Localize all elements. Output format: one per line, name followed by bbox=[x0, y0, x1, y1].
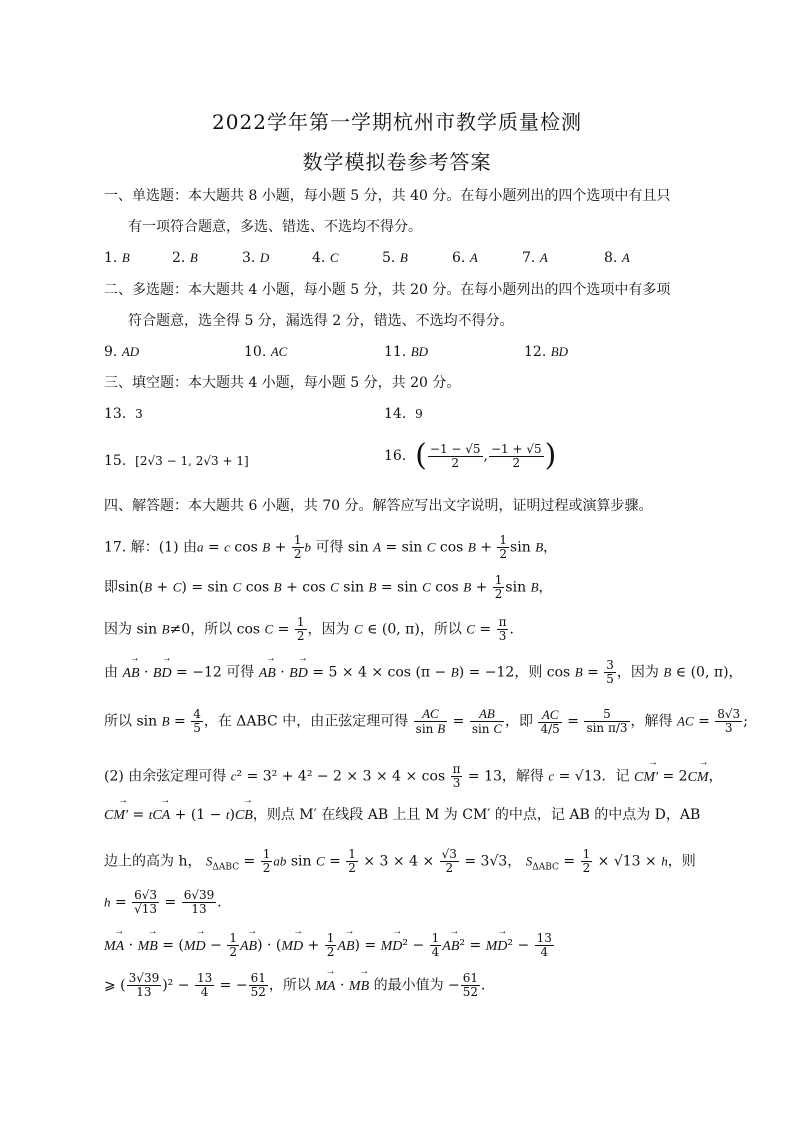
answer-value: AC bbox=[270, 344, 288, 359]
answer-item bbox=[384, 343, 428, 361]
answer-value: B bbox=[121, 250, 130, 265]
answer-item: 16. ( $\frac{-1 - √5}{2}$ , $\frac{-1 + √5}{2}$ ) bbox=[384, 438, 557, 473]
answer-item bbox=[242, 249, 269, 267]
answer-number: 10. bbox=[244, 344, 267, 360]
solution-line: h = $\frac{6√3}{√13}$ = $\frac{6√39}{13}$ ． bbox=[104, 888, 232, 916]
answer-item bbox=[382, 249, 408, 267]
answer-value: [2√3 − 1, 2√3 + 1] bbox=[135, 454, 249, 468]
section1-heading: 一、单选题：本大题共 8 小题，每小题 5 分，共 40 分。在每小题列出的四个选项中有且只 bbox=[104, 188, 671, 204]
section2-heading-cont: 符合题意，选全得 5 分，漏选得 2 分，错选、不选均不得分。 bbox=[128, 313, 514, 329]
section3-heading: 三、填空题：本大题共 4 小题，每小题 5 分，共 20 分。 bbox=[104, 375, 461, 391]
answer-number: 4. bbox=[312, 250, 326, 266]
answer-value: B bbox=[189, 250, 198, 265]
answer-item bbox=[104, 452, 249, 470]
solution-line: 因为 sin B≠0，所以 cos C = $\frac{1}{2}$ ，因为 C ∈ (0, π)，所以 C = $\frac{\pi}{3}$ ． bbox=[104, 615, 524, 643]
document-title: 2022学年第一学期杭州市教学质量检测 bbox=[212, 110, 582, 134]
solution-line: 边上的高为 h， $S_{\Delta ABC}$ = $\frac{1}{2}$ ab sin C = $\frac{1}{2}$ × 3 × 4 × $\frac{√3}{2}$ = 3√3， $S_{\Delta ABC}$ = $\frac{1}{2}$ × √13 × h，则 bbox=[104, 847, 696, 875]
answer-number: 5. bbox=[382, 250, 396, 266]
answer-value: B bbox=[399, 250, 408, 265]
answer-item bbox=[104, 249, 130, 267]
answer-value: AD bbox=[121, 344, 140, 359]
answer-value: BD bbox=[550, 344, 569, 359]
solution-line: 即sin(B + C) = sin C cos B + cos C sin B = sin C cos B + $\frac{1}{2}$ sin B， bbox=[104, 573, 553, 601]
section1-heading-cont: 有一项符合题意，多选、错选、不选均不得分。 bbox=[128, 219, 422, 235]
answer-item bbox=[452, 249, 478, 267]
answer-item bbox=[604, 249, 630, 267]
answer-number: 13. bbox=[104, 406, 127, 422]
answer-number: 11. bbox=[384, 344, 407, 360]
answer-number: 14. bbox=[384, 406, 407, 422]
answer-item bbox=[172, 249, 198, 267]
answer-item bbox=[524, 343, 568, 361]
answer-number: 1. bbox=[104, 250, 118, 266]
document-subtitle: 数学模拟卷参考答案 bbox=[302, 150, 492, 174]
answer-number: 16. bbox=[384, 448, 407, 464]
solution-line: (2) 由余弦定理可得 c² = 3² + 4² − 2 × 3 × 4 × cos $\frac{\pi}{3}$ = 13，解得 c = √13．记 → CM′ = 2→ CM， bbox=[104, 763, 723, 790]
answer-item bbox=[244, 343, 287, 361]
answer-value: A bbox=[621, 250, 630, 265]
solution-line: 由 → AB · → BD = −12 可得 → AB · → BD = 5 × 4 × cos (π − B) = −12，则 cos B = $\frac{3}{5}$ ，因为 B ∈ (0, π)， bbox=[104, 659, 743, 686]
answer-number: 6. bbox=[452, 250, 466, 266]
solution-line: → CM′ = t→ CA + (1 − t)→ CB，则点 M′ 在线段 AB 上且 M 为 CM′ 的中点，记 AB 的中点为 D，AB bbox=[104, 806, 700, 825]
answer-number: 9. bbox=[104, 344, 118, 360]
answer-value: 9 bbox=[415, 407, 423, 421]
solution-line: 所以 sin B = $\frac{4}{5}$ ，在 ΔABC 中，由正弦定理可得 $\frac{AC}{\text{sin B}}$ = $\frac{AB}{\text{sin C}}$ ，即 $\frac{AC}{4/5}$ = $\frac{5}{\text{sin π/3}}$ ，解得 AC = $\frac{8√3}{3}$ ; bbox=[104, 706, 748, 736]
solution-line: ⩾ ( $\frac{3√39}{13}$ )² − $\frac{13}{4}$ = − $\frac{61}{52}$ ，所以 → MA · → MB 的最小值为 − $\frac{61}{52}$ ． bbox=[104, 972, 495, 999]
answer-value: D bbox=[259, 250, 270, 265]
answer-value: C bbox=[329, 250, 339, 265]
answer-item bbox=[384, 405, 423, 423]
answer-value: A bbox=[469, 250, 478, 265]
section4-heading: 四、解答题：本大题共 6 小题，共 70 分。解答应写出文字说明，证明过程或演算步骤。 bbox=[104, 498, 653, 514]
answer-item bbox=[312, 249, 338, 267]
solution-line: 17. 解：(1) 由a = c cos B + $\frac{1}{2}$ b 可得 sin A = sin C cos B + $\frac{1}{2}$ sin B， bbox=[104, 533, 558, 561]
answer-number: 7. bbox=[522, 250, 536, 266]
answer-value: A bbox=[539, 250, 548, 265]
answer-item bbox=[522, 249, 548, 267]
answer-number: 12. bbox=[524, 344, 547, 360]
answer-number: 8. bbox=[604, 250, 618, 266]
answer-number: 3. bbox=[242, 250, 256, 266]
answer-number: 15. bbox=[104, 453, 127, 469]
solution-line: → MA · → MB = (→ MD − $\frac{1}{2}$ → AB) · (→ MD + $\frac{1}{2}$ → AB) = → MD² − $\frac{1}{4}$ → AB² = → MD² − $\frac{13}{4}$ bbox=[104, 932, 555, 959]
answer-value: BD bbox=[410, 344, 429, 359]
answer-item bbox=[104, 343, 139, 361]
answer-value: 3 bbox=[135, 407, 143, 421]
answer-number: 2. bbox=[172, 250, 186, 266]
section2-heading: 二、多选题：本大题共 4 小题，每小题 5 分，共 20 分。在每小题列出的四个选项中有多项 bbox=[104, 282, 671, 298]
answer-item bbox=[104, 405, 143, 423]
